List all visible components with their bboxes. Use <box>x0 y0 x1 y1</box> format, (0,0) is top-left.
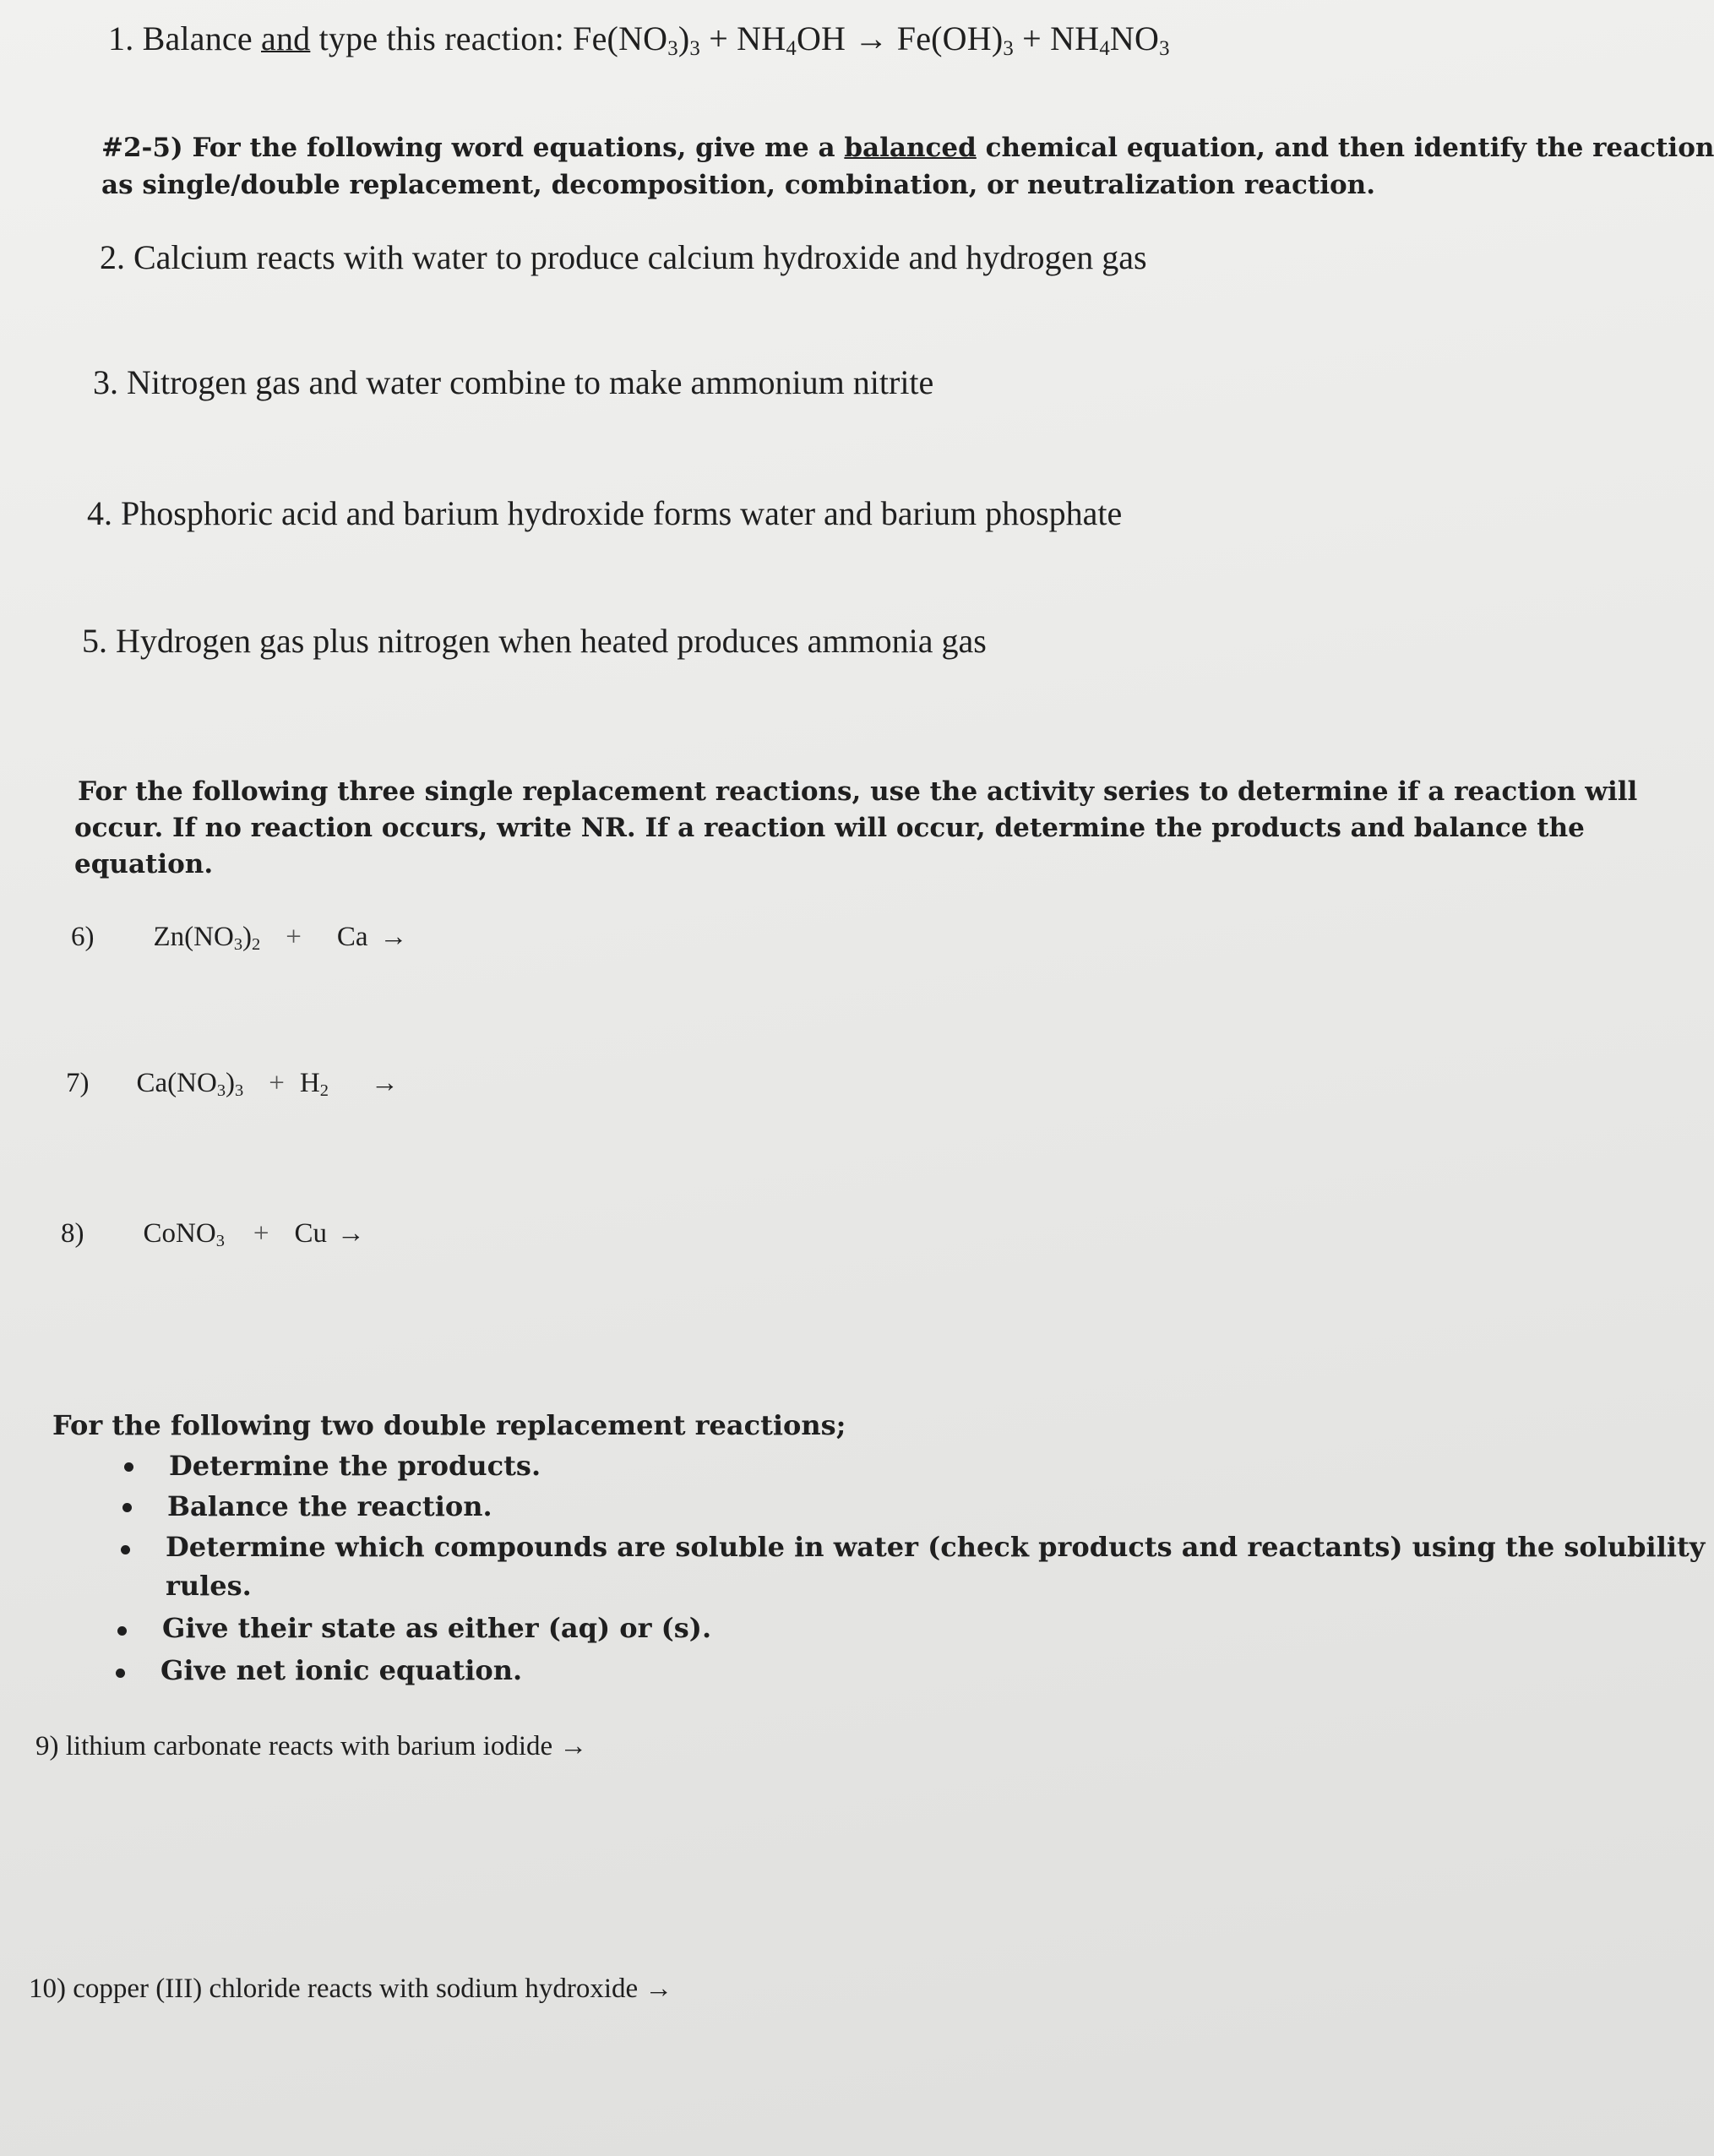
reaction-7 <box>66 1068 399 1099</box>
instructions-single-line-2: occur. If no reaction occurs, write NR. If a reaction will occur, determine the products and balance the <box>74 813 1585 843</box>
reactant-1-sub: 3 <box>233 935 243 955</box>
q1-text-c: + NH <box>700 19 786 57</box>
bullet-dot <box>122 1503 132 1512</box>
instr1-post: chemical equation, and then identify the reaction <box>976 133 1714 163</box>
reactant-1-sub-b: 2 <box>252 935 261 955</box>
q1-text-f: NO <box>1109 19 1160 57</box>
bullet-determine-products: Determine the products. <box>169 1450 541 1482</box>
q1-and-underlined: and <box>261 19 311 57</box>
instructions-single-line-1: For the following three single replacement reactions, use the activity series to determine if a reaction will <box>78 776 1638 807</box>
q1-sub-6: 3 <box>1159 37 1170 61</box>
reactant-2: H <box>299 1068 320 1098</box>
arrow: → <box>370 1068 399 1098</box>
reactant-2-sub: 2 <box>319 1081 329 1101</box>
instructions-2-5-line-2: as single/double replacement, decomposition, combination, or neutralization reaction. <box>101 170 1375 200</box>
reaction-10: 10) copper (III) chloride reacts with sodium hydroxide → <box>29 1974 673 2004</box>
bullet-solubility-cont: rules. <box>166 1570 252 1602</box>
bullet-dot <box>121 1545 130 1554</box>
word-equation-3: 3. Nitrogen gas and water combine to make ammonium nitrite <box>93 363 934 401</box>
instructions-double-heading: For the following two double replacement reactions; <box>52 1409 846 1441</box>
word-equation-5: 5. Hydrogen gas plus nitrogen when heated produces ammonia gas <box>82 622 987 660</box>
reaction-number: 7) <box>66 1068 90 1098</box>
q1-text-e: + NH <box>1013 19 1100 57</box>
reactant-1-close: ) <box>242 922 253 952</box>
reaction-number: 8) <box>61 1218 84 1249</box>
bullet-dot <box>124 1462 133 1472</box>
arrow: → <box>379 922 408 952</box>
reaction-6 <box>71 922 408 953</box>
plus-sign: + <box>269 1068 285 1098</box>
reactant-1-sub: 3 <box>216 1081 226 1101</box>
word-equation-2: 2. Calcium reacts with water to produce calcium hydroxide and hydrogen gas <box>100 238 1147 276</box>
instr1-balanced-underlined: balanced <box>844 133 977 163</box>
bullet-dot <box>116 1669 125 1678</box>
reactant-1: Zn(NO <box>153 922 234 952</box>
q1-sub-3: 4 <box>786 37 797 61</box>
plus-sign: + <box>253 1218 269 1249</box>
reactant-2: Ca <box>336 922 368 952</box>
word-equation-4: 4. Phosphoric acid and barium hydroxide forms water and barium phosphate <box>87 494 1123 532</box>
bullet-solubility: Determine which compounds are soluble in water (check products and reactants) using the solubility <box>166 1531 1706 1563</box>
q1-sub-4: 3 <box>1003 37 1014 61</box>
bullet-net-ionic: Give net ionic equation. <box>161 1654 523 1686</box>
q1-prefix: 1. Balance <box>108 19 262 57</box>
reactant-1-sub-b: 3 <box>235 1081 244 1101</box>
bullet-state: Give their state as either (aq) or (s). <box>162 1612 712 1644</box>
reactant-1: CoNO <box>143 1218 216 1249</box>
plus-sign: + <box>286 922 302 952</box>
reactant-2: Cu <box>294 1218 328 1249</box>
reaction-9: 9) lithium carbonate reacts with barium iodide → <box>35 1731 588 1761</box>
q1-text-d: OH → Fe(OH) <box>796 19 1004 57</box>
arrow: → <box>337 1218 366 1249</box>
q1-text-a: type this reaction: Fe(NO <box>310 19 668 57</box>
instructions-single-line-3: equation. <box>74 849 214 879</box>
q1-sub-1: 3 <box>667 37 678 61</box>
bullet-dot <box>117 1626 127 1636</box>
q1-sub-5: 4 <box>1099 37 1110 61</box>
bullet-balance: Balance the reaction. <box>167 1490 492 1522</box>
question-1 <box>108 19 1170 61</box>
q1-sub-2: 3 <box>689 37 701 61</box>
reaction-number: 6) <box>71 922 95 952</box>
q1-text-b: ) <box>677 19 690 57</box>
instructions-2-5-line-1 <box>101 130 1714 166</box>
reactant-1: Ca(NO <box>136 1068 217 1098</box>
instr1-pre: #2-5) For the following word equations, give me a <box>101 133 845 163</box>
reaction-8 <box>61 1218 365 1250</box>
reactant-1-close: ) <box>226 1068 236 1098</box>
reactant-1-sub: 3 <box>215 1232 225 1251</box>
